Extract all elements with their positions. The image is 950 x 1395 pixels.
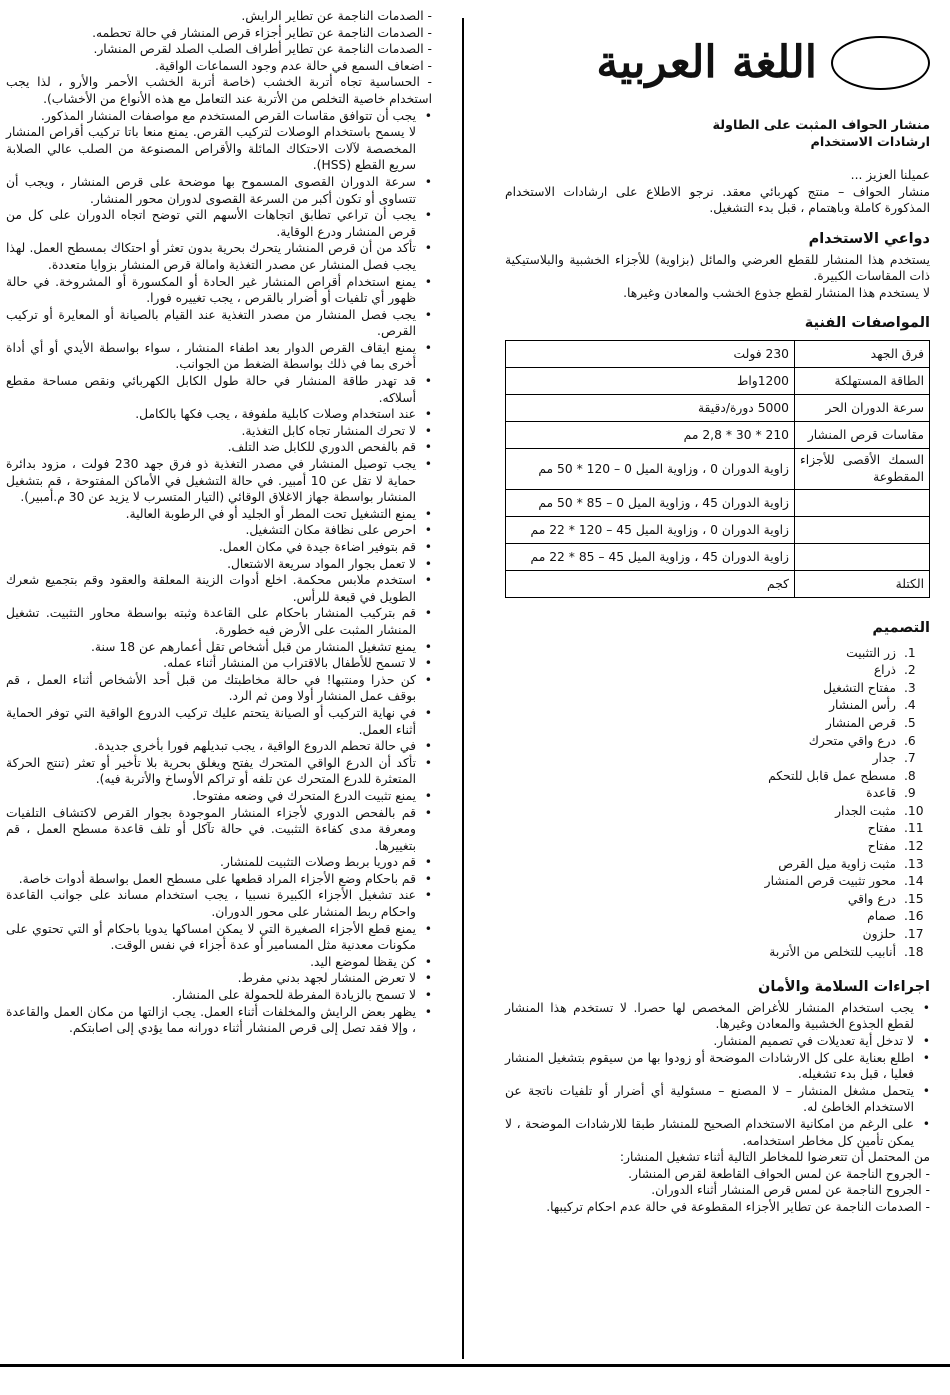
safety-bullet-list xyxy=(505,1000,930,1149)
part-item xyxy=(505,662,930,680)
risk-list xyxy=(505,1166,930,1216)
part-label: جدار xyxy=(872,751,896,766)
spec-value: 230 فولت xyxy=(506,340,795,367)
part-number: 18. xyxy=(904,944,924,959)
risk-item: - الصدمات الناجمة عن تطاير أطراف الصلب الصلد لقرص المنشار. xyxy=(6,41,432,58)
safety-bullet: • عند استخدام وصلات كابلية ملفوفة ، يجب فكها بالكامل. xyxy=(6,406,432,423)
part-number: 13. xyxy=(904,856,924,871)
language-oval-badge xyxy=(831,36,930,90)
spec-label: مقاسات قرص المنشار xyxy=(795,421,930,448)
spec-label-empty xyxy=(795,543,930,570)
part-number: 11. xyxy=(904,821,924,836)
spec-value: 5000 دورة/دقيقة xyxy=(506,394,795,421)
spec-row xyxy=(506,489,930,516)
part-label: مفتاح xyxy=(867,821,896,836)
left-column xyxy=(6,8,432,1037)
part-label: محور تثبيت قرص المنشار xyxy=(764,874,896,889)
spec-value: زاوية الدوران 45 ، وزاوية الميل 45 – 85 * 22 مم xyxy=(506,543,795,570)
part-number: 9. xyxy=(904,786,916,801)
part-number: 6. xyxy=(904,733,916,748)
safety-bullet: • كن يقظا لموضع اليد. xyxy=(6,954,432,971)
safety-bullet: • قد تهدر طاقة المنشار في حالة طول الكابل الكهربائي ونقص مساحة مقطع أسلاكه. xyxy=(6,373,432,406)
usage-paragraph: لا يستخدم هذا المنشار لقطع جذوع الخشب والمعادن وغيرها. xyxy=(623,285,930,300)
spec-label-empty xyxy=(795,489,930,516)
subtitle-line: ارشادات الاستخدام xyxy=(810,134,930,150)
part-label: زر التثبيت xyxy=(846,645,896,660)
safety-bullet: • تأكد من أن قرص المنشار يتحرك بحرية بدون تعثر أو احتكاك بمسطح العمل. لهذا يجب فصل المنشار عن مصدر التغذية وامالة قرص المنشار بزوايا متعددة. xyxy=(6,240,432,273)
safety-bullet: • يمنع التشغيل تحت المطر أو الجليد أو في الرطوبة العالية. xyxy=(6,506,432,523)
spec-value: زاوية الدوران 45 ، وزاوية الميل 0 – 85 * 50 مم xyxy=(506,489,795,516)
part-label: مفتاح xyxy=(867,839,896,854)
part-number: 5. xyxy=(904,715,916,730)
spec-row xyxy=(506,367,930,394)
part-item xyxy=(505,856,930,874)
part-label: مفتاح التشغيل xyxy=(823,680,896,695)
spec-row xyxy=(506,448,930,489)
part-number: 4. xyxy=(904,698,916,713)
part-number: 12. xyxy=(904,839,924,854)
safety-bullet: • يمنع ايقاف القرص الدوار بعد اطفاء المنشار ، سواء بواسطة الأيدي أو أي أداة أخرى بما في ذلك بواسطة الضغط من الجوانب. xyxy=(6,340,432,373)
part-item xyxy=(505,680,930,698)
column-divider xyxy=(462,18,464,1359)
part-label: قاعدة xyxy=(866,786,896,801)
risk-list-continued xyxy=(6,8,432,108)
risks-intro: من المحتمل أن تتعرضوا للمخاطر التالية أثناء تشغيل المنشار: xyxy=(619,1150,930,1165)
spec-row xyxy=(506,570,930,597)
safety-bullet: • قم بتركيب المنشار باحكام على القاعدة وثبته بواسطة محاور التثبيت. تشغيل المنشار المثبت على الأرض فيه خطورة. xyxy=(6,605,432,638)
usage-heading: دواعي الاستخدام xyxy=(808,230,930,247)
footer-rule xyxy=(0,1364,950,1367)
intro-text: منشار الحواف – منتج كهربائي معقد. نرجو الاطلاع على ارشادات الاستخدام المذكورة كاملة وباهتمام ، قبل بدء التشغيل. xyxy=(505,184,930,216)
safety-bullet: • يجب توصيل المنشار في مصدر التغذية ذو فرق جهد 230 فولت ، مزود بدائرة حماية لا تقل عن 10 أمبير. في حالة التشغيل في الأماكن المفتوحة ، قم بتشغيل المنشار بواسطة جهاز الاغلاق الوقائي (التيار المتسرب لا يزيد عن 30 م.أمبير). xyxy=(6,456,432,506)
usage-paragraph: يستخدم هذا المنشار للقطع العرضي والمائل (بزاوية) للأجزاء الخشبية والبلاستيكية ذات المقاسات الكبيرة. xyxy=(505,252,930,284)
safety-bullet: • اطلع بعناية على كل الارشادات الموضحة أو زودوا بها من سيقوم بتشغيل المنشار فعليا ، قبل بدء تشغيله. xyxy=(505,1050,930,1083)
safety-bullet: • قم دوريا بربط وصلات التثبيت للمنشار. xyxy=(6,854,432,871)
part-label: رأس المنشار xyxy=(829,698,896,713)
safety-bullet: • يجب استخدام المنشار للأغراض المخصص لها حصرا. لا تستخدم هذا المنشار لقطع الجذوع الخشبية والمعادن وغيرها. xyxy=(505,1000,930,1033)
part-item xyxy=(505,750,930,768)
part-label: مثبت زاوية ميل القرص xyxy=(778,856,896,871)
product-subtitle xyxy=(505,118,930,151)
intro-greeting: عميلنا العزيز ... xyxy=(850,168,930,183)
part-label: صمام xyxy=(867,909,896,924)
safety-bullet: • في حالة تحطم الدروع الواقية ، يجب تبديلهم فورا بأخرى جديدة. xyxy=(6,738,432,755)
safety-bullet: • يمنع استخدام أقراص المنشار غير الحادة أو المكسورة أو المشروخة. في حالة ظهور أي تلفيات أو أضرار بالقرص ، يجب تغييره فورا. xyxy=(6,274,432,307)
spec-label: السمك الأقصى للأجزاء المقطوعة xyxy=(795,448,930,489)
spec-label: الكتلة xyxy=(795,570,930,597)
risk-item: - الصدمات الناجمة عن تطاير الرايش. xyxy=(6,8,432,25)
spec-row xyxy=(506,421,930,448)
design-heading: التصميم xyxy=(872,619,930,636)
safety-bullet: • لا تسمح للأطفال بالاقتراب من المنشار أثناء عمله. xyxy=(6,655,432,672)
safety-bullet: • كن حذرا ومنتبها! في حالة مخاطبتك من قبل أحد الأشخاص أثناء العمل ، قم بوقف عمل المنشار أولا ومن ثم الرد. xyxy=(6,672,432,705)
spec-row xyxy=(506,516,930,543)
part-item xyxy=(505,820,930,838)
safety-bullet: • لا تسمح بالزيادة المفرطة للحمولة على المنشار. xyxy=(6,987,432,1004)
safety-bullet: • يتحمل مشغل المنشار – لا المصنع – مسئولية أي أضرار أو تلفيات ناتجة عن الاستخدام الخاطئ له. xyxy=(505,1083,930,1116)
part-item xyxy=(505,697,930,715)
parts-list xyxy=(505,645,930,962)
safety-bullet: • تأكد أن الدرع الواقي المتحرك يفتح ويغلق بحرية بلا تأخير أو تعثر (تنتج الحركة المتعثرة للدرع المتحرك عن تلفه أو تراكم الأوساخ والأتربة فيه). xyxy=(6,755,432,788)
safety-bullet: • يجب أن تتوافق مقاسات القرص المستخدم مع مواصفات المنشار المذكور. xyxy=(6,108,432,125)
risk-item: - اضعاف السمع في حالة عدم وجود السماعات الواقية. xyxy=(6,58,432,75)
safety-heading: اجراءات السلامة والأمان xyxy=(758,979,930,996)
part-label: حلزون xyxy=(862,927,896,942)
safety-bullet: • لا تدخل أية تعديلات في تصميم المنشار. xyxy=(505,1033,930,1050)
part-label: أنابيب للتخلص من الأتربة xyxy=(769,944,896,959)
safety-bullet: • يمنع تشغيل المنشار من قبل أشخاص تقل أعمارهم عن 18 سنة. xyxy=(6,639,432,656)
spec-value: 1200واط xyxy=(506,367,795,394)
part-item xyxy=(505,645,930,663)
part-item xyxy=(505,891,930,909)
part-item xyxy=(505,803,930,821)
page-title: اللغة العربية xyxy=(596,37,817,88)
spec-value: زاوية الدوران 0 ، وزاوية الميل 45 – 120 * 22 مم xyxy=(506,516,795,543)
part-number: 3. xyxy=(904,680,916,695)
spec-value: زاوية الدوران 0 ، وزاوية الميل 0 – 120 * 50 مم xyxy=(506,448,795,489)
part-item xyxy=(505,733,930,751)
part-label: درع واقي متحرك xyxy=(808,733,896,748)
risk-item: - الجروح الناجمة عن لمس الحواف القاطعة لقرص المنشار. xyxy=(505,1166,930,1183)
part-number: 1. xyxy=(904,645,916,660)
part-number: 17. xyxy=(904,927,924,942)
part-number: 10. xyxy=(904,803,924,818)
spec-row xyxy=(506,543,930,570)
safety-bullet: • يظهر بعض الرايش والمخلفات أثناء العمل. يجب ازالتها من مكان العمل والقاعدة ، وإلا فقد تصل إلى قرص المنشار أثناء دورانه مما يؤدي إلى اصابتكم. xyxy=(6,1004,432,1037)
part-item xyxy=(505,926,930,944)
safety-bullet: • لا تعمل بجوار المواد سريعة الاشتعال. xyxy=(6,556,432,573)
part-item xyxy=(505,908,930,926)
part-number: 15. xyxy=(904,891,924,906)
part-label: درع واقي xyxy=(847,891,896,906)
safety-bullet: • يجب أن تراعي تطابق اتجاهات الأسهم التي توضح اتجاه الدوران على كل من قرص المنشار ودرع الوقاية. xyxy=(6,207,432,240)
safety-bullet: • يجب فصل المنشار من مصدر التغذية عند القيام بالصيانة أو المعايرة أو تركيب القرص. xyxy=(6,307,432,340)
spec-label: فرق الجهد xyxy=(795,340,930,367)
spec-value: 210 * 30 * 2,8 مم xyxy=(506,421,795,448)
part-item xyxy=(505,715,930,733)
part-number: 14. xyxy=(904,874,924,889)
part-item xyxy=(505,768,930,786)
part-number: 7. xyxy=(904,751,916,766)
part-number: 16. xyxy=(904,909,924,924)
safety-bullet: • عند تشغيل الأجزاء الكبيرة نسبيا ، يجب استخدام مساند على جوانب القاعدة واحكام ربط المنشار على محور الدوران. xyxy=(6,887,432,920)
risk-item: - الصدمات الناجمة عن تطاير أجزاء قرص المنشار في حالة تحطمه. xyxy=(6,25,432,42)
safety-bullet: • في نهاية التركيب أو الصيانة يتحتم عليك تركيب الدروع الواقية التي توفر الحماية أثناء العمل. xyxy=(6,705,432,738)
part-label: ذراع xyxy=(873,663,896,678)
specs-heading: المواصفات الفنية xyxy=(804,315,930,332)
spec-label: الطاقة المستهلكة xyxy=(795,367,930,394)
safety-bullet: • قم بتوفير اضاءة جيدة في مكان العمل. xyxy=(6,539,432,556)
part-item xyxy=(505,838,930,856)
specs-table xyxy=(505,340,930,598)
spec-value: كجم xyxy=(506,570,795,597)
spec-label: سرعة الدوران الحر xyxy=(795,394,930,421)
safety-bullet-list xyxy=(6,108,432,125)
title-row xyxy=(505,28,930,98)
part-item xyxy=(505,944,930,962)
right-column xyxy=(505,8,930,1216)
hss-note: لا يسمح باستخدام الوصلات لتركيب القرص. يمنع منعا باتا تركيب أقراص المنشار المخصصة لآلات الاحتكاك المائلة والأقراص المصنوعة من الصلب عالي الصلابة سريع القطع (HSS). xyxy=(6,125,416,173)
safety-bullet: • لا تحرك المنشار تجاه كابل التغذية. xyxy=(6,423,432,440)
safety-bullet: • على الرغم من امكانية الاستخدام الصحيح للمنشار طبقا للارشادات الموضحة ، لا يمكن تأمين كل مخاطر استخدامه. xyxy=(505,1116,930,1149)
part-number: 8. xyxy=(904,768,916,783)
safety-bullet: • سرعة الدوران القصوى المسموح بها موضحة على قرص المنشار ، ويجب أن تتساوى أو تكون أكبر من السرعة القصوى لدوران محور المنشار. xyxy=(6,174,432,207)
spec-label-empty xyxy=(795,516,930,543)
subtitle-line: منشار الحواف المثبت على الطاولة xyxy=(712,118,930,133)
part-item xyxy=(505,873,930,891)
risk-item: - الصدمات الناجمة عن تطاير الأجزاء المقطوعة في حالة عدم احكام تركيبها. xyxy=(505,1199,930,1216)
spec-row xyxy=(506,340,930,367)
safety-bullet: • قم بالفحص الدوري لأجزاء المنشار الموجودة بجوار القرص لاكتشاف التلفيات ومعرفة مدى كفاءة التثبيت. في حالة تآكل أو تلف قاعدة مسطح العمل ، قم بتغييرها. xyxy=(6,805,432,855)
part-label: قرص المنشار xyxy=(825,715,896,730)
safety-bullet-list xyxy=(6,174,432,1037)
part-number: 2. xyxy=(904,663,916,678)
safety-bullet: • استخدم ملابس محكمة. اخلع أدوات الزينة المعلقة والعقود وقم بتجميع شعرك الطويل في قبعة للرأس. xyxy=(6,572,432,605)
part-item xyxy=(505,785,930,803)
part-label: مثبت الجدار xyxy=(835,803,896,818)
risk-item: - الجروح الناجمة عن لمس قرص المنشار أثناء الدوران. xyxy=(505,1182,930,1199)
spec-row xyxy=(506,394,930,421)
safety-bullet: • قم بالفحص الدوري للكابل ضد التلف. xyxy=(6,439,432,456)
safety-bullet: • قم باحكام وضع الأجزاء المراد قطعها على مسطح العمل بواسطة أدوات خاصة. xyxy=(6,871,432,888)
risk-item: - الحساسية تجاه أتربة الخشب (خاصة أتربة الخشب الأحمر والأرو ، لذا يجب استخدام خاصية التخلص من الأتربة عند التعامل مع هذه الأنواع من الأخشاب). xyxy=(6,74,432,107)
safety-bullet: • احرص على نظافة مكان التشغيل. xyxy=(6,522,432,539)
safety-bullet: • يمنع قطع الأجزاء الصغيرة التي لا يمكن امساكها يدويا باحكام أو التي تحتوي على مكونات معدنية مثل المسامير أو عدة أجزاء في نفس الوقت. xyxy=(6,921,432,954)
part-label: مسطح عمل قابل للتحكم xyxy=(768,768,896,783)
safety-bullet: • يمنع تثبيت الدرع المتحرك في وضعه مفتوحا. xyxy=(6,788,432,805)
safety-bullet: • لا تعرض المنشار لجهد بدني مفرط. xyxy=(6,970,432,987)
